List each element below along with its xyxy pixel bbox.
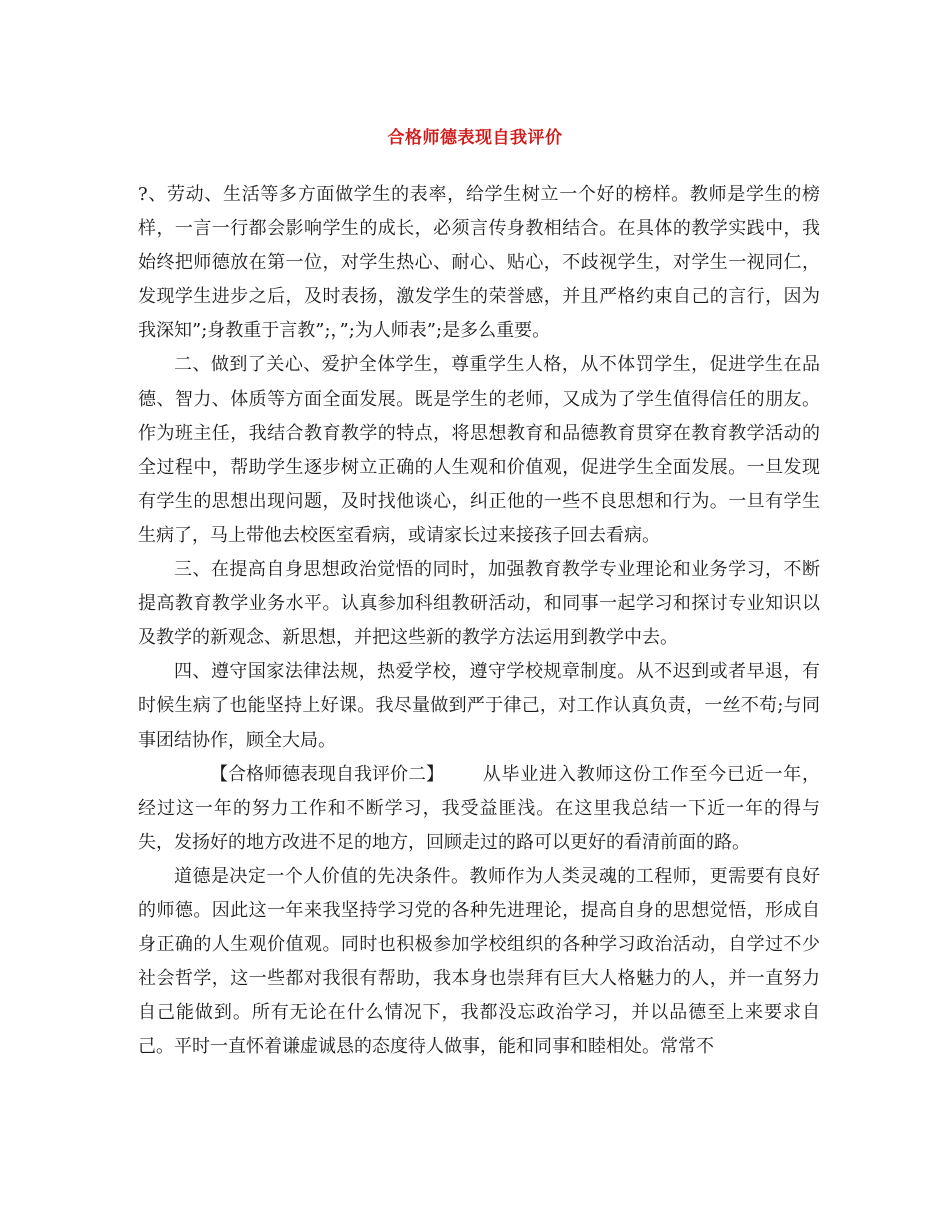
paragraph-2: 二、做到了关心、爱护全体学生，尊重学生人格，从不体罚学生，促进学生在品德、智力、体质等方面全面发展。既是学生的老师，又成为了学生值得信任的朋友。作为班主任，我结合教育教学的特点，将思想教育和品德教育贯穿在教育教学活动的全过程中，帮助学生逐步树立正确的人生观和价值观，促进学生全面发展。一旦发现有学生的思想出现问题，及时找他谈心，纠正他的一些不良思想和行为。一旦有学生生病了，马上带他去校医室看病，或请家长过来接孩子回去看病。	[138, 354, 820, 546]
document-body	[138, 178, 820, 1064]
paragraph-5	[138, 758, 820, 860]
document-title: 合格师德表现自我评价	[387, 128, 563, 148]
paragraph-3: 三、在提高自身思想政治觉悟的同时，加强教育教学专业理论和业务学习，不断提高教育教学业务水平。认真参加科组教研活动，和同事一起学习和探讨专业知识以及教学的新观念、新思想，并把这些新的教学方法运用到教学中去。	[138, 559, 820, 649]
paragraph-6: 道德是决定一个人价值的先决条件。教师作为人类灵魂的工程师，更需要有良好的师德。因此这一年来我坚持学习党的各种先进理论，提高自身的思想觉悟，形成自身正确的人生观价值观。同时也积极参加学校组织的各种学习政治活动，自学过不少社会哲学，这一些都对我很有帮助，我本身也崇拜有巨大人格魅力的人，并一直努力自己能做到。所有无论在什么情况下，我都没忘政治学习，并以品德至上来要求自己。平时一直怀着谦虚诚恳的态度待人做事，能和同事和睦相处。常常不	[138, 865, 820, 1058]
paragraph-5-text: 从毕业进入教师这份工作至今已近一年，经过这一年的努力工作和不断学习，我受益匪浅。在这里我总结一下近一年的得与失，发扬好的地方改进不足的地方，回顾走过的路可以更好的看清前面的路。	[138, 763, 820, 853]
paragraph-1: ?、劳动、生活等多方面做学生的表率，给学生树立一个好的榜样。教师是学生的榜样，一言一行都会影响学生的成长，必须言传身教相结合。在具体的教学实践中，我始终把师德放在第一位，对学生热心、耐心、贴心，不歧视学生，对学生一视同仁，发现学生进步之后，及时表扬，激发学生的荣誉感，并且严格约束自己的言行，因为我深知”;身教重于言教”;，”;为人师表”;是多么重要。	[138, 184, 820, 342]
paragraph-4: 四、遵守国家法律法规，热爱学校，遵守学校规章制度。从不迟到或者早退，有时候生病了也能坚持上好课。我尽量做到严于律己，对工作认真负责，一丝不苟;与同事团结协作，顾全大局。	[138, 661, 820, 751]
section-heading-review-two: 【合格师德表现自我评价二】	[210, 763, 444, 785]
